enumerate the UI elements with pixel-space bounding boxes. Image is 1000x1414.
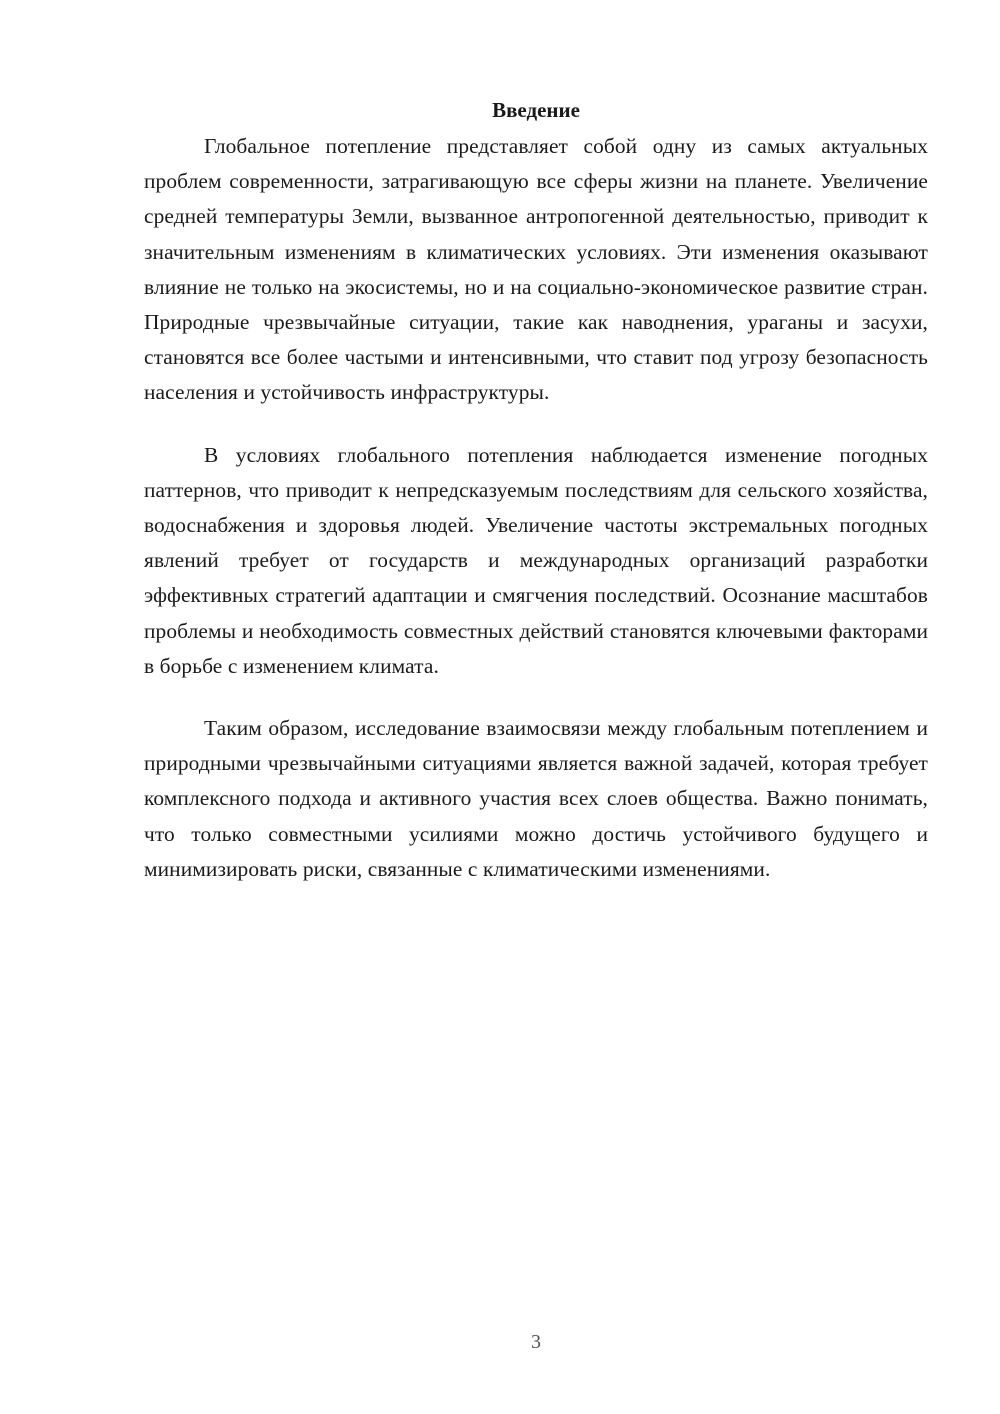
paragraph-2: В условиях глобального потепления наблюдается изменение погодных паттернов, что приводит к непредсказуемым последствиям для сельского хозяйства, водоснабжения и здоровья людей. Увеличение частоты экстремальных погодных явлений требует от государств и международных организаций разработки эффективных стратегий адаптации и смягчения последствий. Осознание масштабов проблемы и необходимость совместных действий становятся ключевыми факторами в борьбе с изменением климата. <box>144 442 928 678</box>
page-content <box>144 93 928 914</box>
paragraph-3: Таким образом, исследование взаимосвязи между глобальным потеплением и природными чрезвычайными ситуациями является важной задачей, которая требует комплексного подхода и активного участия всех слоев общества. Важно понимать, что только совместными усилиями можно достичь устойчивого будущего и минимизировать риски, связанные с климатическими изменениями. <box>144 716 928 881</box>
section-title: Введение <box>492 98 580 122</box>
page-number: 3 <box>531 1331 541 1353</box>
paragraph-1: Глобальное потепление представляет собой одну из самых актуальных проблем современности, затрагивающую все сферы жизни на планете. Увеличение средней температуры Земли, вызванное антропогенной деятельностью, приводит к значительным изменениям в климатических условиях. Эти изменения оказывают влияние не только на экосистемы, но и на социально-экономическое развитие стран. Природные чрезвычайные ситуации, такие как наводнения, ураганы и засухи, становятся все более частыми и интенсивными, что ставит под угрозу безопасность населения и устойчивость инфраструктуры. <box>144 134 928 405</box>
